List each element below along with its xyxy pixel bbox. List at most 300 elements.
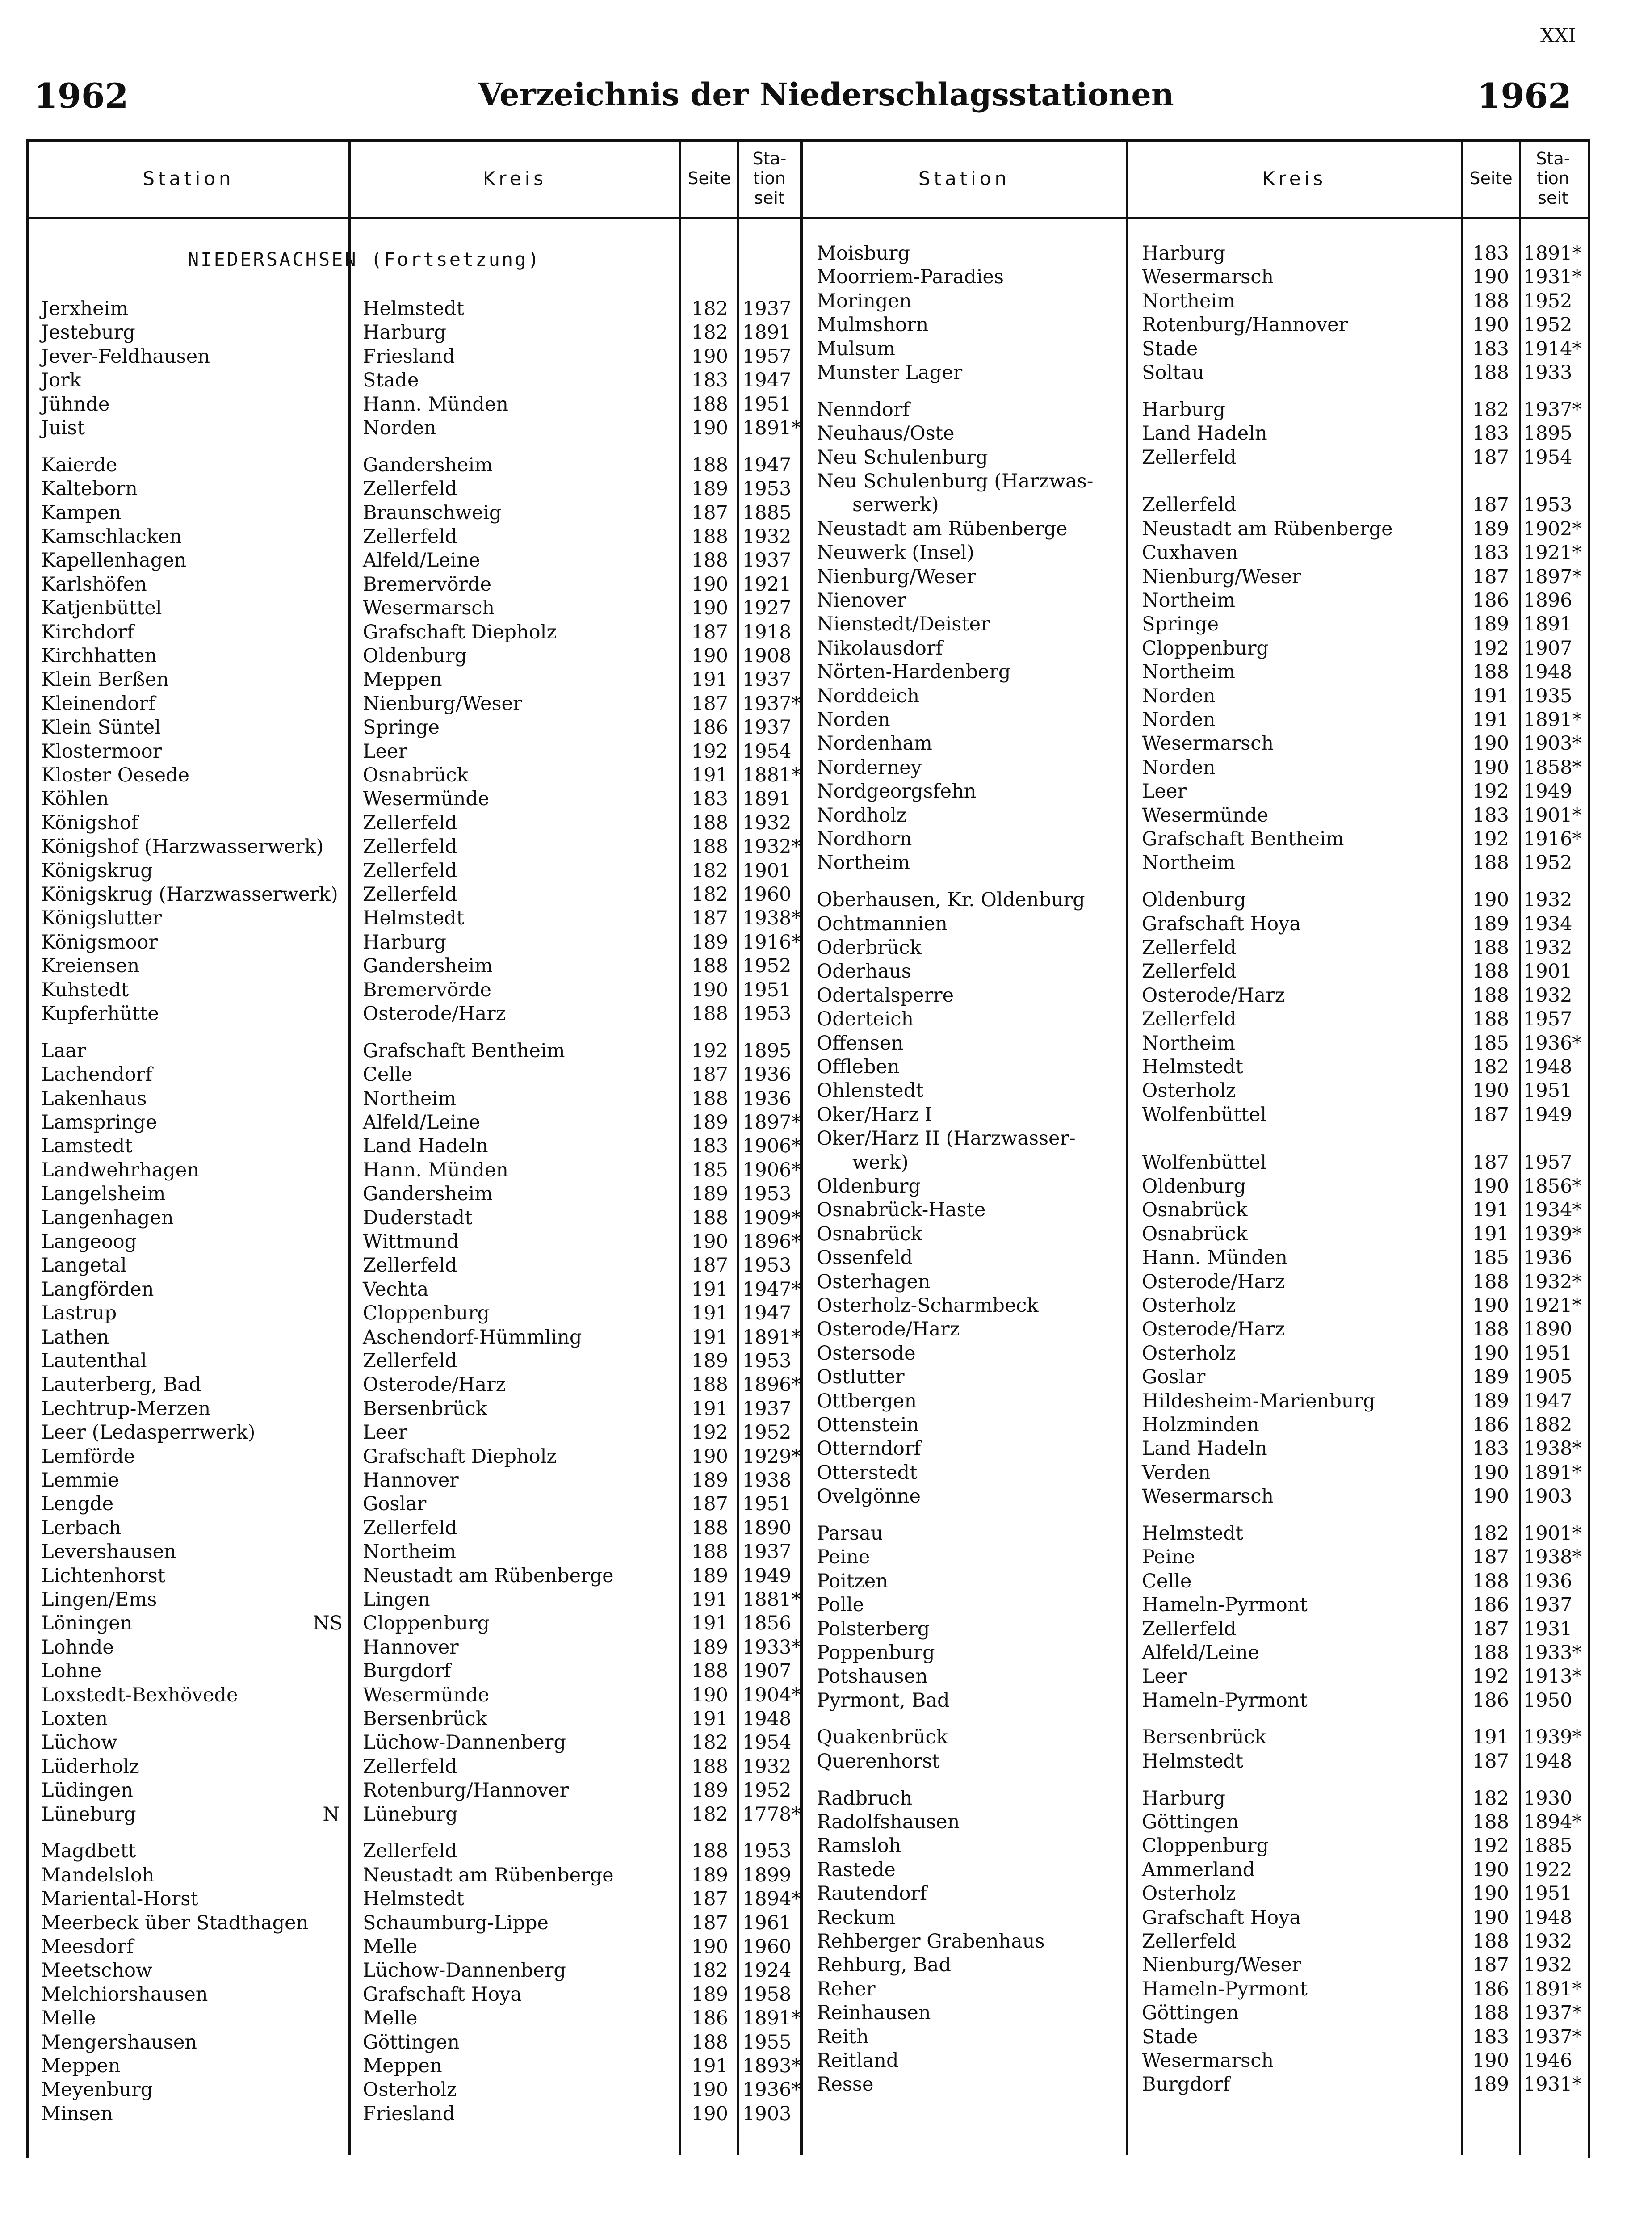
- kreis-name: Osnabrück: [1142, 1222, 1248, 1245]
- seite-value: 187: [691, 621, 728, 643]
- seit-value: 1891: [742, 321, 792, 344]
- seite-value: 191: [1472, 684, 1509, 707]
- seit-value: 1930: [1523, 1787, 1572, 1810]
- seite-value: 188: [691, 525, 728, 548]
- seite-value: 191: [691, 1302, 728, 1325]
- seit-value: 1885: [742, 501, 792, 524]
- seit-value: 1891*: [742, 2007, 801, 2030]
- station-name: Kampen: [41, 501, 122, 524]
- kreis-name: Alfeld/Leine: [363, 1111, 480, 1134]
- seite-value: 190: [691, 1684, 728, 1706]
- station-name: Laar: [41, 1039, 86, 1062]
- station-name: Lüdingen: [41, 1779, 133, 1802]
- seite-value: 183: [1472, 337, 1509, 360]
- kreis-name: Osterode/Harz: [1142, 984, 1285, 1007]
- seit-value: 1896: [1523, 589, 1572, 612]
- station-name: Neu Schulenburg: [817, 446, 988, 469]
- seit-value: 1951: [1523, 1342, 1572, 1365]
- kreis-name: Springe: [363, 716, 440, 739]
- year-left: 1962: [34, 76, 129, 116]
- kreis-name: Leer: [363, 740, 408, 763]
- kreis-name: Hann. Münden: [363, 1159, 508, 1181]
- seite-value: 182: [1472, 1055, 1509, 1078]
- station-name: Klein Süntel: [41, 716, 161, 739]
- seite-value: 191: [691, 1612, 728, 1635]
- seit-value: 1937: [742, 1397, 792, 1420]
- seite-value: 185: [1472, 1032, 1509, 1054]
- seite-value: 189: [691, 1864, 728, 1886]
- station-name: Jesteburg: [41, 321, 135, 344]
- station-name: Loxstedt-Bexhövede: [41, 1684, 238, 1706]
- station-name: Quakenbrück: [817, 1726, 948, 1749]
- station-name: Reckum: [817, 1906, 896, 1929]
- station-name: Querenhorst: [817, 1750, 940, 1772]
- kreis-name: Zellerfeld: [363, 811, 457, 834]
- station-name: Lüchow: [41, 1731, 117, 1754]
- seite-value: 182: [691, 1731, 728, 1754]
- station-name: Munster Lager: [817, 361, 963, 384]
- station-name: Poitzen: [817, 1570, 888, 1592]
- seite-value: 188: [691, 454, 728, 476]
- kreis-name: Verden: [1142, 1461, 1211, 1484]
- kreis-name: Melle: [363, 1935, 418, 1958]
- seit-value: 1960: [742, 1935, 792, 1958]
- station-name: Melle: [41, 2007, 96, 2030]
- seite-value: 188: [691, 393, 728, 416]
- seite-value: 186: [1472, 1978, 1509, 2000]
- station-name: Nordenham: [817, 732, 932, 755]
- station-name: Pyrmont, Bad: [817, 1689, 950, 1712]
- seit-value: 1932: [1523, 889, 1572, 911]
- kreis-name: Osterode/Harz: [363, 1373, 506, 1396]
- seit-value: 1891: [742, 788, 792, 810]
- station-name: Moringen: [817, 290, 912, 312]
- station-name: Norddeich: [817, 684, 920, 707]
- kreis-name: Osterholz: [1142, 1342, 1236, 1365]
- seit-value: 1961: [742, 1911, 792, 1934]
- station-name: Lemförde: [41, 1445, 135, 1468]
- station-name: Rehburg, Bad: [817, 1954, 951, 1977]
- seit-value: 1937: [742, 1541, 792, 1563]
- kreis-name: Osterholz: [363, 2079, 457, 2101]
- seite-value: 190: [1472, 1342, 1509, 1365]
- station-name: werk): [852, 1151, 909, 1174]
- kreis-name: Zellerfeld: [363, 1755, 457, 1778]
- station-name: Königslutter: [41, 907, 162, 930]
- kreis-name: Friesland: [363, 345, 455, 368]
- station-name: Neuhaus/Oste: [817, 422, 955, 445]
- station-name: Nikolausdorf: [817, 637, 943, 659]
- station-name: Nienover: [817, 589, 906, 612]
- kreis-name: Grafschaft Hoya: [363, 1983, 522, 2006]
- station-name: Lathen: [41, 1326, 109, 1348]
- station-name: Jork: [41, 369, 81, 392]
- seit-value: 1954: [1523, 446, 1572, 469]
- station-name: Nörten-Hardenberg: [817, 661, 1011, 684]
- station-name: Lemmie: [41, 1469, 119, 1491]
- section-title: NIEDERSACHSEN (Fortsetzung): [188, 248, 541, 270]
- kreis-name: Nienburg/Weser: [1142, 1954, 1301, 1977]
- station-marker: NS: [313, 1612, 343, 1635]
- seite-value: 188: [1472, 1641, 1509, 1664]
- kreis-name: Gandersheim: [363, 1183, 493, 1205]
- kreis-name: Oldenburg: [1142, 1175, 1246, 1197]
- divider-left-kreis: [348, 139, 351, 2155]
- seite-value: 188: [691, 1516, 728, 1539]
- divider-right-kreis: [1126, 139, 1128, 2155]
- seit-value: 1938: [742, 1469, 792, 1491]
- station-name: Langelsheim: [41, 1183, 166, 1205]
- station-name: Nienstedt/Deister: [817, 613, 990, 636]
- kreis-name: Hann. Münden: [363, 393, 508, 416]
- kreis-name: Vechta: [363, 1278, 429, 1301]
- seit-value: 1893*: [742, 2054, 801, 2077]
- seit-value: 1906*: [742, 1159, 801, 1181]
- kreis-name: Zellerfeld: [1142, 1617, 1237, 1640]
- kreis-name: Northeim: [363, 1541, 457, 1563]
- seite-value: 188: [691, 2031, 728, 2053]
- kreis-name: Springe: [1142, 613, 1219, 636]
- seit-value: 1882: [1523, 1413, 1572, 1436]
- seit-value: 1890: [742, 1516, 792, 1539]
- station-name: Meesdorf: [41, 1935, 134, 1958]
- seit-value: 1937: [1523, 1594, 1572, 1617]
- kreis-name: Rotenburg/Hannover: [363, 1779, 569, 1802]
- seit-value: 1895: [1523, 422, 1572, 445]
- kreis-name: Wesermarsch: [1142, 732, 1274, 755]
- kreis-name: Neustadt am Rübenberge: [363, 1564, 614, 1587]
- header-rule: [26, 217, 1588, 219]
- seit-value: 1896*: [742, 1373, 801, 1396]
- seit-value: 1918: [742, 621, 792, 643]
- seite-value: 189: [1472, 912, 1509, 935]
- station-name: Königshof: [41, 811, 138, 834]
- station-name: Kirchdorf: [41, 621, 134, 643]
- seit-value: 1907: [1523, 637, 1572, 659]
- kreis-name: Harburg: [363, 931, 446, 953]
- station-name: Kuhstedt: [41, 978, 129, 1001]
- seite-value: 186: [1472, 1594, 1509, 1617]
- seite-value: 189: [691, 1469, 728, 1491]
- kreis-name: Wesermünde: [1142, 804, 1269, 827]
- kreis-name: Grafschaft Hoya: [1142, 912, 1301, 935]
- seit-value: 1957: [1523, 1151, 1572, 1174]
- kreis-name: Stade: [1142, 337, 1198, 360]
- station-name: Lerbach: [41, 1516, 122, 1539]
- station-name: Minsen: [41, 2102, 113, 2125]
- seite-value: 188: [1472, 936, 1509, 959]
- header-kreis-left: Kreis: [482, 167, 547, 189]
- seite-value: 192: [1472, 827, 1509, 850]
- station-name: Osnabrück-Haste: [817, 1199, 986, 1222]
- seit-value: 1953: [742, 1183, 792, 1205]
- seite-value: 190: [1472, 314, 1509, 336]
- seit-value: 1939*: [1523, 1222, 1582, 1245]
- kreis-name: Osterode/Harz: [363, 1002, 506, 1025]
- station-name: Polsterberg: [817, 1617, 930, 1640]
- seite-value: 182: [1472, 1522, 1509, 1545]
- seit-value: 1913*: [1523, 1665, 1582, 1688]
- station-name: Königskrug: [41, 859, 153, 882]
- station-name: Ottenstein: [817, 1413, 919, 1436]
- kreis-name: Wesermarsch: [1142, 266, 1274, 289]
- seite-value: 189: [691, 1111, 728, 1134]
- kreis-name: Osterholz: [1142, 1882, 1236, 1905]
- station-name: Kapellenhagen: [41, 549, 187, 572]
- seite-value: 190: [1472, 1485, 1509, 1508]
- seite-value: 183: [1472, 542, 1509, 564]
- seite-value: 188: [1472, 1930, 1509, 1953]
- seite-value: 191: [691, 1326, 728, 1348]
- seit-value: 1949: [1523, 1103, 1572, 1126]
- seit-value: 1896*: [742, 1230, 801, 1253]
- header-station-right: Station: [918, 167, 1010, 189]
- header-station-left: Station: [143, 167, 235, 189]
- seite-value: 186: [691, 716, 728, 739]
- kreis-name: Land Hadeln: [1142, 1437, 1267, 1460]
- seite-value: 187: [691, 1254, 728, 1277]
- kreis-name: Meppen: [363, 668, 442, 691]
- seit-value: 1905: [1523, 1366, 1572, 1389]
- kreis-name: Wesermarsch: [1142, 2049, 1274, 2072]
- station-name: Meyenburg: [41, 2079, 153, 2101]
- header-seite-left: Seite: [688, 168, 731, 188]
- seite-value: 188: [691, 1206, 728, 1229]
- seit-value: 1933*: [1523, 1641, 1582, 1664]
- kreis-name: Hameln-Pyrmont: [1142, 1978, 1308, 2000]
- seit-value: 1954: [742, 1731, 792, 1754]
- seite-value: 187: [1472, 446, 1509, 469]
- station-name: Northeim: [817, 852, 910, 874]
- seit-value: 1891: [1523, 613, 1572, 636]
- seite-value: 190: [1472, 1175, 1509, 1197]
- station-name: Otterstedt: [817, 1461, 918, 1484]
- seit-value: 1947: [742, 369, 792, 392]
- station-name: Rehberger Grabenhaus: [817, 1930, 1045, 1953]
- seit-value: 1921*: [1523, 1294, 1582, 1317]
- seit-value: 1952: [742, 1421, 792, 1444]
- seit-value: 1953: [1523, 494, 1572, 517]
- seite-value: 191: [691, 1397, 728, 1420]
- seit-value: 1950: [1523, 1689, 1572, 1712]
- seit-value: 1937*: [1523, 2025, 1582, 2048]
- seit-value: 1937: [742, 549, 792, 572]
- kreis-name: Wesermünde: [363, 1684, 490, 1706]
- station-name: Ossenfeld: [817, 1247, 913, 1269]
- seite-value: 182: [1472, 1787, 1509, 1810]
- seite-value: 190: [1472, 1079, 1509, 1102]
- seit-value: 1957: [1523, 1008, 1572, 1031]
- seite-value: 188: [1472, 984, 1509, 1007]
- seite-value: 190: [1472, 1882, 1509, 1905]
- station-name: Osterode/Harz: [817, 1318, 960, 1341]
- station-name: Jerxheim: [41, 298, 129, 320]
- station-name: Lohnde: [41, 1636, 114, 1659]
- kreis-name: Bersenbrück: [363, 1397, 487, 1420]
- kreis-name: Stade: [363, 369, 419, 392]
- kreis-name: Schaumburg-Lippe: [363, 1911, 549, 1934]
- seit-value: 1958: [742, 1983, 792, 2006]
- station-name: Klein Berßen: [41, 668, 169, 691]
- station-name: Ostersode: [817, 1342, 916, 1365]
- seit-value: 1931*: [1523, 266, 1582, 289]
- kreis-name: Hannover: [363, 1469, 459, 1491]
- station-name: Karlshöfen: [41, 573, 147, 596]
- kreis-name: Grafschaft Diepholz: [363, 621, 557, 643]
- kreis-name: Land Hadeln: [363, 1135, 488, 1158]
- station-name: Langförden: [41, 1278, 154, 1301]
- year-right: 1962: [1477, 76, 1572, 116]
- seit-value: 1931: [1523, 1617, 1572, 1640]
- seit-value: 1953: [742, 1254, 792, 1277]
- kreis-name: Grafschaft Bentheim: [363, 1039, 565, 1062]
- seit-value: 1936: [742, 1087, 792, 1110]
- seit-value: 1921*: [1523, 542, 1582, 564]
- seite-value: 187: [691, 501, 728, 524]
- station-name: Reith: [817, 2025, 869, 2048]
- kreis-name: Norden: [1142, 756, 1216, 779]
- kreis-name: Helmstedt: [363, 1888, 465, 1911]
- seit-value: 1904*: [742, 1684, 801, 1706]
- kreis-name: Hameln-Pyrmont: [1142, 1689, 1308, 1712]
- station-name: Offensen: [817, 1032, 904, 1054]
- kreis-name: Göttingen: [1142, 2002, 1239, 2024]
- seit-value: 1955: [742, 2031, 792, 2053]
- seit-value: 1778*: [742, 1803, 801, 1826]
- page-number: XXI: [1540, 24, 1576, 47]
- kreis-name: Leer: [1142, 780, 1187, 803]
- seite-value: 183: [691, 1135, 728, 1158]
- seit-value: 1856: [742, 1612, 792, 1635]
- station-name: Rautendorf: [817, 1882, 927, 1905]
- seite-value: 190: [691, 597, 728, 620]
- seite-value: 190: [691, 644, 728, 667]
- seite-value: 182: [691, 321, 728, 344]
- seit-value: 1902*: [1523, 517, 1582, 540]
- seite-value: 188: [691, 1087, 728, 1110]
- kreis-name: Leer: [1142, 1665, 1187, 1688]
- station-name: Lamspringe: [41, 1111, 157, 1134]
- station-name: Polle: [817, 1594, 864, 1617]
- seite-value: 188: [1472, 960, 1509, 983]
- seite-value: 187: [691, 1911, 728, 1934]
- station-name: Lengde: [41, 1493, 114, 1516]
- kreis-name: Helmstedt: [363, 298, 465, 320]
- seit-value: 1906*: [742, 1135, 801, 1158]
- station-name: Norderney: [817, 756, 922, 779]
- seite-value: 191: [691, 764, 728, 786]
- kreis-name: Northeim: [1142, 290, 1236, 312]
- kreis-name: Nienburg/Weser: [363, 692, 522, 715]
- station-name: Oderbrück: [817, 936, 922, 959]
- kreis-name: Zellerfeld: [1142, 446, 1237, 469]
- seite-value: 189: [1472, 2073, 1509, 2096]
- seite-value: 185: [691, 1159, 728, 1181]
- seite-value: 190: [1472, 889, 1509, 911]
- station-name: Mulsum: [817, 337, 896, 360]
- seit-value: 1951: [742, 978, 792, 1001]
- station-name: Mariental-Horst: [41, 1888, 198, 1911]
- seit-value: 1858*: [1523, 756, 1582, 779]
- seite-value: 186: [1472, 1689, 1509, 1712]
- seite-value: 186: [691, 2007, 728, 2030]
- seite-value: 187: [1472, 1617, 1509, 1640]
- seite-value: 192: [1472, 637, 1509, 659]
- station-name: Nienburg/Weser: [817, 565, 976, 588]
- kreis-name: Zellerfeld: [363, 1516, 457, 1539]
- seit-value: 1932: [1523, 984, 1572, 1007]
- seit-value: 1937: [742, 298, 792, 320]
- seit-value: 1897*: [742, 1111, 801, 1134]
- station-name: Jever-Feldhausen: [41, 345, 210, 368]
- seite-value: 188: [1472, 2002, 1509, 2024]
- station-name: Langeoog: [41, 1230, 137, 1253]
- kreis-name: Norden: [1142, 708, 1216, 731]
- seit-value: 1938*: [1523, 1546, 1582, 1569]
- station-name: Langenhagen: [41, 1206, 174, 1229]
- kreis-name: Zellerfeld: [363, 883, 457, 906]
- station-name: Neustadt am Rübenberge: [817, 517, 1068, 540]
- kreis-name: Alfeld/Leine: [1142, 1641, 1259, 1664]
- kreis-name: Helmstedt: [1142, 1750, 1244, 1772]
- kreis-name: Helmstedt: [1142, 1522, 1244, 1545]
- seite-value: 189: [1472, 517, 1509, 540]
- seite-value: 190: [691, 978, 728, 1001]
- seit-value: 1951: [1523, 1079, 1572, 1102]
- station-name: Peine: [817, 1546, 870, 1569]
- seit-value: 1932: [1523, 1954, 1572, 1977]
- seit-value: 1903*: [1523, 732, 1582, 755]
- station-name: Reitland: [817, 2049, 899, 2072]
- kreis-name: Norden: [363, 417, 436, 439]
- seit-value: 1951: [1523, 1882, 1572, 1905]
- station-name: Lechtrup-Merzen: [41, 1397, 211, 1420]
- kreis-name: Northeim: [1142, 1032, 1236, 1054]
- seite-value: 187: [1472, 1151, 1509, 1174]
- seit-value: 1948: [1523, 1055, 1572, 1078]
- station-name: Otterndorf: [817, 1437, 921, 1460]
- seit-value: 1953: [742, 478, 792, 500]
- station-name: Radbruch: [817, 1787, 913, 1810]
- seit-value: 1903: [742, 2102, 792, 2125]
- kreis-name: Hameln-Pyrmont: [1142, 1594, 1308, 1617]
- seite-value: 188: [691, 1002, 728, 1025]
- seite-value: 189: [691, 478, 728, 500]
- kreis-name: Harburg: [1142, 398, 1225, 421]
- seite-value: 189: [691, 1564, 728, 1587]
- seite-value: 190: [691, 573, 728, 596]
- kreis-name: Osterholz: [1142, 1079, 1236, 1102]
- station-name: Reinhausen: [817, 2002, 931, 2024]
- kreis-name: Melle: [363, 2007, 418, 2030]
- seit-value: 1957: [742, 345, 792, 368]
- kreis-name: Zellerfeld: [363, 859, 457, 882]
- kreis-name: Zellerfeld: [1142, 1930, 1237, 1953]
- seit-value: 1931*: [1523, 2073, 1582, 2096]
- station-name: Meppen: [41, 2054, 121, 2077]
- kreis-name: Göttingen: [1142, 1811, 1239, 1834]
- header-kreis-right: Kreis: [1262, 167, 1327, 189]
- station-name: Lastrup: [41, 1302, 117, 1325]
- seite-value: 189: [691, 1349, 728, 1372]
- station-name: Nordgeorgsfehn: [817, 780, 977, 803]
- station-name: Löningen: [41, 1612, 133, 1635]
- station-name: Kaierde: [41, 454, 117, 476]
- seite-value: 190: [1472, 266, 1509, 289]
- kreis-name: Alfeld/Leine: [363, 549, 480, 572]
- seit-value: 1948: [1523, 1750, 1572, 1772]
- seite-value: 182: [691, 883, 728, 906]
